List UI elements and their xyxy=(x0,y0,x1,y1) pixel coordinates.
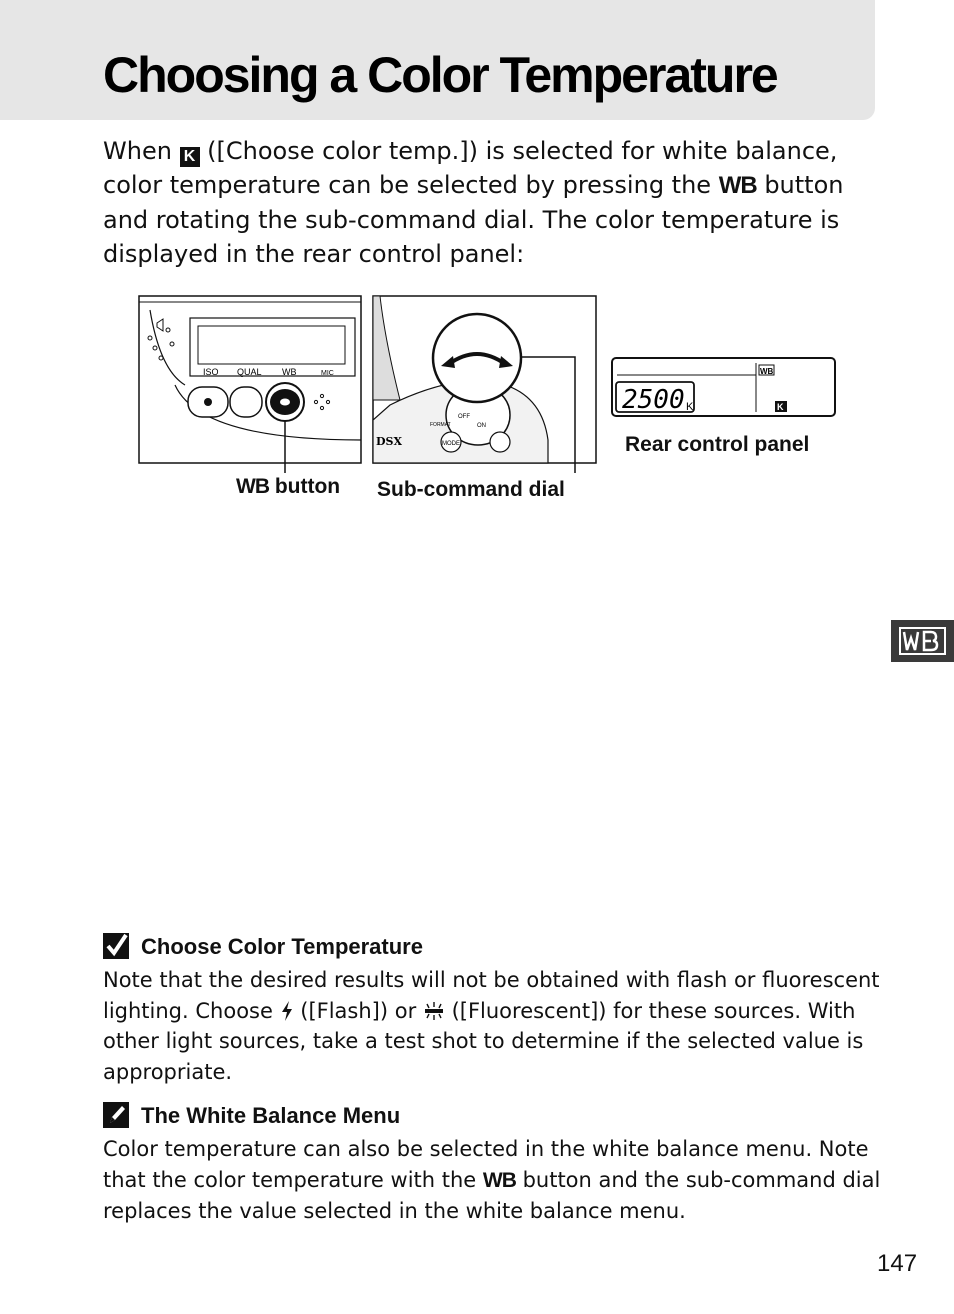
panel-label-wb: WB xyxy=(282,367,297,377)
intro-text-2: ([Choose color temp.]) is selected for white balance, color temperature can be selected by pressing the xyxy=(103,137,838,199)
camera-illustration xyxy=(0,290,954,510)
note1-heading-text: Choose Color Temperature xyxy=(141,934,423,959)
lcd-wb: WB xyxy=(760,367,774,376)
intro-text-3: button and rotating the sub-command dial. The color temperature is displayed in the rear control panel: xyxy=(103,171,844,268)
control-panel-illustration xyxy=(139,296,361,473)
note-white-balance-menu xyxy=(103,1101,883,1227)
svg-text:DSX: DSX xyxy=(376,435,403,448)
dial-label-on: ON xyxy=(477,423,486,429)
lcd-value: 2500 xyxy=(622,385,685,415)
note2-heading-text: The White Balance Menu xyxy=(141,1103,401,1128)
flash-icon xyxy=(280,1001,294,1021)
sub-command-dial-illustration xyxy=(373,296,596,473)
note2-text-2: button and the sub-command dial replaces the value selected in the white balance menu. xyxy=(103,1167,881,1223)
fluorescent-icon xyxy=(423,1001,445,1021)
wb-button-text: button xyxy=(269,475,341,498)
panel-label-qual: QUAL xyxy=(237,367,262,377)
page-title: Choosing a Color Temperature xyxy=(103,47,777,103)
note1-body xyxy=(103,965,883,1087)
panel-label-iso: ISO xyxy=(203,367,219,377)
lcd-k: K xyxy=(777,402,784,412)
dial-label-off: OFF xyxy=(458,414,470,420)
note-choose-color-temperature xyxy=(103,932,883,1087)
dial-label-mode: MODE xyxy=(442,441,460,447)
wb-symbol: WB xyxy=(718,172,757,199)
note1-text-3: ([Fluorescent]) for these sources. With other light sources, take a test shot to determine if the selected value is appropriate. xyxy=(103,998,864,1084)
note2-body xyxy=(103,1134,883,1227)
note1-heading xyxy=(103,932,883,962)
note1-text-2: ([Flash]) or xyxy=(293,998,423,1023)
rear-lcd-illustration xyxy=(612,358,835,416)
rear-panel-label: Rear control panel xyxy=(625,433,810,456)
dial-label-format: FORMAT xyxy=(430,422,451,428)
wb-symbol: WB xyxy=(482,1168,516,1192)
intro-text-1: When xyxy=(103,137,180,165)
note1-text-1: Note that the desired results will not be obtained with flash or fluorescent lighting. Choose xyxy=(103,968,880,1023)
note2-text-1: Color temperature can also be selected in the white balance menu. Note that the color temperature with the xyxy=(103,1137,869,1192)
checkmark-icon xyxy=(103,933,129,959)
lcd-unit: K xyxy=(686,401,694,413)
pencil-icon xyxy=(103,1102,129,1128)
section-side-tab xyxy=(891,620,954,662)
k-symbol-icon: K xyxy=(180,147,200,167)
intro-paragraph xyxy=(103,134,883,271)
note2-heading xyxy=(103,1101,883,1131)
wb-button-label xyxy=(236,475,340,499)
subdial-label: Sub-command dial xyxy=(377,478,565,501)
camera-figure xyxy=(0,290,954,510)
page-number: 147 xyxy=(877,1250,918,1277)
wb-icon xyxy=(891,620,954,662)
panel-label-mic: MIC xyxy=(321,370,334,377)
wb-button-symbol: WB xyxy=(236,475,269,498)
